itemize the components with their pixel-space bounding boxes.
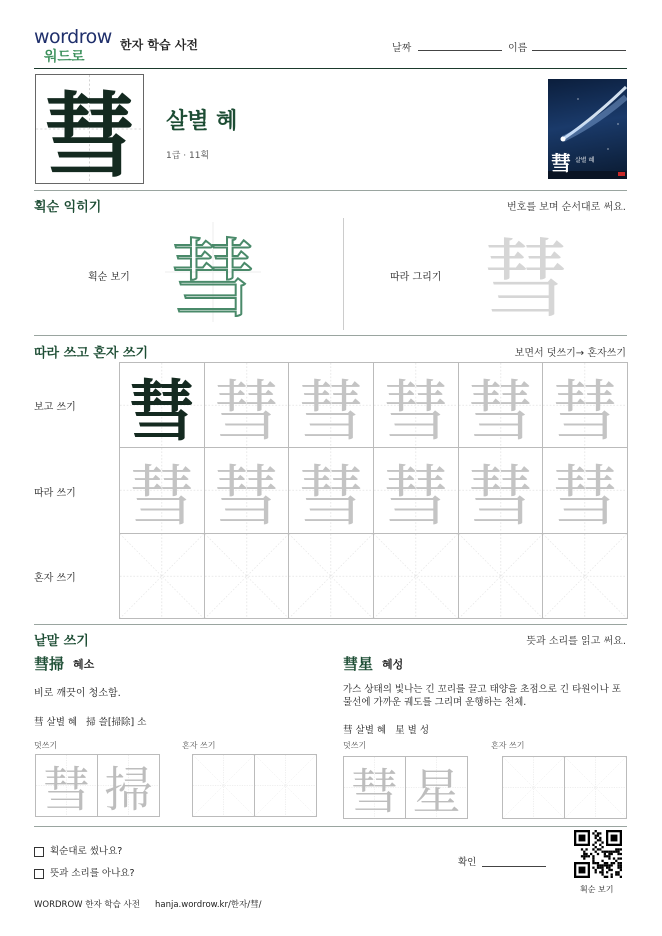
header-divider — [34, 68, 627, 69]
date-label: 날짜 — [392, 43, 412, 54]
practice-cell[interactable] — [542, 362, 628, 448]
row-label-trace: 따라 쓰기 — [34, 488, 76, 499]
word-trace-cell[interactable] — [97, 754, 160, 817]
date-line[interactable] — [418, 50, 502, 51]
stroke-order-diagram — [165, 222, 261, 330]
cell-guide — [374, 534, 458, 618]
words-section-instruction: 뜻과 소리를 읽고 써요. — [526, 636, 626, 647]
cell-guide — [255, 755, 316, 816]
row-label-self: 혼자 쓰기 — [34, 573, 76, 584]
practice-cell[interactable] — [373, 447, 459, 533]
word-trace-cell[interactable] — [35, 754, 98, 817]
word1-self-label: 혼자 쓰기 — [182, 741, 216, 750]
word2-definition: 가스 상태의 빛나는 긴 꼬리를 끌고 태양을 초점으로 긴 타원이나 포물선에 가까운 궤도를 그리며 운행하는 천체. — [343, 684, 621, 708]
word2-trace-boxes[interactable] — [343, 756, 467, 819]
word-self-cell[interactable] — [502, 756, 565, 819]
row-label-view: 보고 쓰기 — [34, 402, 76, 413]
name-label: 이름 — [508, 43, 528, 54]
divider-1 — [34, 190, 627, 191]
checkbox-2[interactable] — [34, 869, 44, 879]
cell-guide — [503, 757, 564, 818]
stroke-order-char: 彗 — [170, 230, 256, 330]
stroke-trace-char: 彗 — [483, 230, 569, 330]
main-hanja-box — [35, 74, 144, 184]
cell-guide — [193, 755, 254, 816]
main-hanja-char: 彗 — [43, 82, 136, 184]
practice-section-instruction: 보면서 덧쓰기→ 혼자쓰기 — [514, 348, 626, 359]
stroke-section-instruction: 번호를 보며 순서대로 써요. — [507, 202, 626, 213]
word1-hanja: 彗掃 — [34, 655, 65, 673]
practice-cell[interactable] — [204, 362, 290, 448]
practice-cell-char: 彗 — [382, 458, 449, 534]
divider-4 — [34, 826, 627, 827]
word-trace-cell[interactable] — [405, 756, 468, 819]
logo-en: wordrow — [34, 26, 112, 48]
practice-cell[interactable] — [119, 362, 205, 448]
word1-reading: 혜소 — [73, 658, 95, 671]
book-cover-title: 살별 혜 — [575, 157, 595, 164]
word-trace-char: 彗 — [42, 762, 91, 817]
word2-breakdown: 彗 살별 혜 星 별 성 — [343, 725, 430, 736]
level-strokes: 1급 · 11획 — [166, 151, 210, 161]
practice-cell[interactable] — [458, 447, 544, 533]
word2-self-boxes[interactable] — [502, 756, 626, 819]
word1-definition: 비로 깨끗이 청소함. — [34, 688, 121, 699]
name-line[interactable] — [532, 50, 626, 51]
practice-cell-char: 彗 — [128, 458, 195, 534]
practice-cell[interactable] — [458, 362, 544, 448]
logo — [34, 26, 114, 66]
practice-cell[interactable] — [288, 447, 374, 533]
checklist-item-2-label: 뜻과 소리를 아나요? — [50, 868, 135, 879]
checklist-item-2[interactable] — [34, 865, 135, 879]
checkbox-1[interactable] — [34, 847, 44, 857]
practice-cell[interactable] — [288, 533, 374, 619]
practice-cell-char: 彗 — [467, 372, 534, 449]
stroke-vertical-divider — [343, 218, 344, 330]
practice-cell[interactable] — [542, 533, 628, 619]
cell-guide — [543, 534, 627, 618]
confirm-label: 확인 — [458, 857, 477, 868]
word-trace-cell[interactable] — [343, 756, 406, 819]
practice-grid — [119, 362, 627, 618]
stroke-view-label: 획순 보기 — [88, 272, 130, 283]
practice-section-title: 따라 쓰고 혼자 쓰기 — [34, 346, 149, 361]
word2-self-label: 혼자 쓰기 — [491, 741, 525, 750]
cell-guide — [565, 757, 626, 818]
checklist-item-1-label: 획순대로 썼나요? — [50, 846, 123, 857]
stroke-section-title: 획순 익히기 — [34, 200, 102, 215]
stroke-trace-box[interactable] — [478, 222, 574, 330]
footer-brand: WORDROW 한자 학습 사전 — [34, 900, 140, 910]
word2-reading: 혜성 — [382, 658, 404, 671]
hanja-meaning-sound: 살별 혜 — [166, 109, 238, 134]
cell-guide — [459, 534, 543, 618]
word2-hanja: 彗星 — [343, 655, 374, 673]
practice-cell-char: 彗 — [552, 372, 619, 449]
word-trace-char: 彗 — [350, 764, 399, 819]
word-self-cell[interactable] — [564, 756, 627, 819]
logo-ko: 워드로 — [44, 49, 85, 65]
word1-breakdown: 彗 살별 혜 掃 쓸[掃除] 소 — [34, 717, 147, 728]
checklist-item-1[interactable] — [34, 843, 122, 857]
word-trace-char: 星 — [412, 764, 461, 819]
cell-guide — [120, 534, 204, 618]
practice-cell-char: 彗 — [467, 458, 534, 534]
word1-trace-label: 덧쓰기 — [34, 741, 58, 750]
word-self-cell[interactable] — [254, 754, 317, 817]
practice-cell[interactable] — [204, 447, 290, 533]
qr-code-icon[interactable] — [574, 830, 622, 878]
cell-guide — [205, 534, 289, 618]
word1-self-boxes[interactable] — [192, 754, 316, 817]
practice-cell-char: 彗 — [298, 372, 365, 449]
practice-cell[interactable] — [119, 447, 205, 533]
stroke-trace-label: 따라 그리기 — [390, 272, 442, 283]
confirm-line[interactable] — [482, 866, 546, 867]
divider-2 — [34, 335, 627, 336]
divider-3 — [34, 624, 627, 625]
page-header-title: 한자 학습 사전 — [120, 38, 198, 52]
word2-trace-label: 덧쓰기 — [343, 741, 367, 750]
practice-cell-char: 彗 — [213, 372, 280, 449]
book-cover-image — [548, 79, 627, 179]
book-cover-char: 彗 — [551, 151, 571, 175]
practice-cell-char: 彗 — [213, 458, 280, 534]
practice-cell[interactable] — [542, 447, 628, 533]
practice-cell-char: 彗 — [382, 372, 449, 449]
word-trace-char: 掃 — [104, 762, 153, 817]
practice-cell-char: 彗 — [128, 371, 195, 449]
practice-cell-char: 彗 — [298, 458, 365, 534]
qr-caption: 획순 보기 — [580, 885, 614, 894]
practice-cell[interactable] — [373, 362, 459, 448]
cell-guide — [289, 534, 373, 618]
practice-cell[interactable] — [373, 533, 459, 619]
words-section-title: 낱말 쓰기 — [34, 634, 89, 649]
practice-cell[interactable] — [204, 533, 290, 619]
practice-cell[interactable] — [458, 533, 544, 619]
footer-url[interactable]: hanja.wordrow.kr/한자/彗/ — [155, 900, 262, 910]
word-self-cell[interactable] — [192, 754, 255, 817]
word1-trace-boxes[interactable] — [35, 754, 159, 817]
practice-cell[interactable] — [288, 362, 374, 448]
practice-cell[interactable] — [119, 533, 205, 619]
practice-cell-char: 彗 — [552, 458, 619, 534]
